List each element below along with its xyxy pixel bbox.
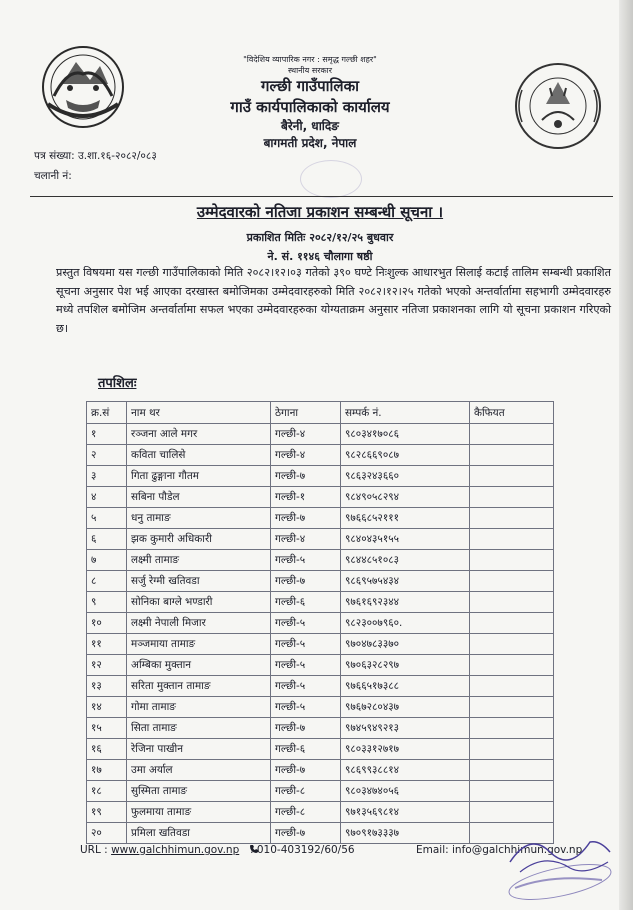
cell-address: गल्छी-५ <box>271 697 341 718</box>
nepal-emblem-icon <box>40 44 126 130</box>
cell-name: फुलमाया तामाङ <box>127 802 271 823</box>
url-label: URL : <box>80 844 108 856</box>
cell-contact: ९७०६३२८२९७ <box>341 655 470 676</box>
table-row <box>87 508 554 529</box>
cell-name: रञ्जना आले मगर <box>127 424 271 445</box>
cell-contact: ९८०३३१२७१७ <box>341 739 470 760</box>
cell-remarks <box>470 676 554 697</box>
cell-sn: ८ <box>87 571 127 592</box>
municipality-logo-icon <box>512 60 604 152</box>
cell-name: कविता चालिसे <box>127 445 271 466</box>
letter-number: पत्र संख्या: उ.शा.१६-२०८२/०८३ <box>34 150 157 162</box>
details-heading: तपशिलः <box>98 376 137 391</box>
cell-remarks <box>470 487 554 508</box>
cell-address: गल्छी-७ <box>271 760 341 781</box>
cell-sn: १२ <box>87 655 127 676</box>
cell-sn: ५ <box>87 508 127 529</box>
website-link[interactable]: www.galchhimun.gov.np <box>111 844 240 856</box>
cell-contact: ९८६९९३८८१४ <box>341 760 470 781</box>
cell-contact: ९७६६५१७३८८ <box>341 676 470 697</box>
cell-name: उमा अर्याल <box>127 760 271 781</box>
dispatch-number: चलानी नं: <box>34 170 72 182</box>
cell-sn: १ <box>87 424 127 445</box>
table-row <box>87 697 554 718</box>
cell-address: गल्छी-७ <box>271 718 341 739</box>
office-header <box>160 54 460 152</box>
header-divider <box>30 196 613 197</box>
cell-sn: १३ <box>87 676 127 697</box>
cell-address: गल्छी-७ <box>271 571 341 592</box>
reference-block <box>34 146 157 186</box>
cell-address: गल्छी-१ <box>271 487 341 508</box>
table-row <box>87 676 554 697</box>
cell-contact: ९८२८६६९०८७ <box>341 445 470 466</box>
cell-contact: ९८२३००७९६०. <box>341 613 470 634</box>
signature-stamp <box>490 822 620 902</box>
cell-contact: ९८६३२४३६६० <box>341 466 470 487</box>
cell-sn: ९ <box>87 592 127 613</box>
cell-address: गल्छी-४ <box>271 529 341 550</box>
table-row <box>87 718 554 739</box>
table-row <box>87 592 554 613</box>
faint-stamp <box>300 160 362 198</box>
cell-name: लक्ष्मी तामाङ <box>127 550 271 571</box>
table-header-row <box>87 402 554 424</box>
cell-contact: ९७६१६९२३४४ <box>341 592 470 613</box>
cell-sn: २० <box>87 823 127 844</box>
header-name: नाम थर <box>127 402 271 424</box>
cell-name: लक्ष्मी नेपाली मिजार <box>127 613 271 634</box>
table-row <box>87 550 554 571</box>
header-address: ठेगाना <box>271 402 341 424</box>
cell-contact: ९८४४८५१०८३ <box>341 550 470 571</box>
office-province: बागमती प्रदेश, नेपाल <box>263 136 357 150</box>
cell-remarks <box>470 613 554 634</box>
cell-sn: १६ <box>87 739 127 760</box>
cell-name: सुस्मिता तामाङ <box>127 781 271 802</box>
cell-name: अम्बिका मुक्तान <box>127 655 271 676</box>
cell-contact: ९७०९१७३३३७ <box>341 823 470 844</box>
notice-body: प्रस्तुत विषयमा यस गल्छी गाउँपालिकाको मिति २०८२।१२।०३ गतेको ३९० घण्टे निःशुल्क आधारभुत सिलाई कटाई तालिम सम्बन्धी प्रकाशित सूचना अनुसार पेश भई आएका दरखास्त बमोजिमका उम्मेदवारहरुको मिति २०८२।१२।२५ गतेको भएको अन्तर्वार्तामा सहभागी उम्मेदवारहरु मध्ये तपशिल बमोजिम अन्तर्वार्तामा सफल भएका उम्मेदवारहरुका योग्यताक्रम अनुसार नतिजा प्रकाशनका लागि यो सूचना प्रकाशन गरिएको छ। <box>56 266 611 335</box>
cell-remarks <box>470 760 554 781</box>
cell-contact: ९७०४७८३३७० <box>341 634 470 655</box>
cell-sn: ६ <box>87 529 127 550</box>
footer-url <box>80 844 259 856</box>
cell-address: गल्छी-८ <box>271 781 341 802</box>
cell-contact: ९७६७२८०४३७ <box>341 697 470 718</box>
cell-address: गल्छी-७ <box>271 508 341 529</box>
cell-sn: १५ <box>87 718 127 739</box>
cell-remarks <box>470 739 554 760</box>
cell-name: सरिता मुक्तान तामाङ <box>127 676 271 697</box>
cell-address: गल्छी-६ <box>271 592 341 613</box>
cell-remarks <box>470 508 554 529</box>
cell-name: गिता ढुङ्गाना गौतम <box>127 466 271 487</box>
motto: "विदेशिय व्यापारिक नगर : समृद्ध गल्छी शहर" <box>243 55 377 64</box>
table-row <box>87 613 554 634</box>
municipality-name: गल्छी गाउँपालिका <box>261 77 359 95</box>
cell-address: गल्छी-४ <box>271 445 341 466</box>
table-row <box>87 571 554 592</box>
cell-contact: ९७४५९४९२१३ <box>341 718 470 739</box>
cell-remarks <box>470 655 554 676</box>
cell-sn: १९ <box>87 802 127 823</box>
govt-type: स्थानीय सरकार <box>288 66 332 75</box>
cell-name: रेजिना पाखीन <box>127 739 271 760</box>
cell-sn: १७ <box>87 760 127 781</box>
footer-email: Email: info@galchhimun.gov.np <box>416 844 583 856</box>
footer-phone: : 010-403192/60/56 <box>250 844 355 856</box>
cell-remarks <box>470 592 554 613</box>
cell-name: गोमा तामाङ <box>127 697 271 718</box>
cell-address: गल्छी-५ <box>271 550 341 571</box>
cell-sn: १० <box>87 613 127 634</box>
cell-contact: ९८६९५७५४३४ <box>341 571 470 592</box>
results-table <box>86 401 554 844</box>
cell-sn: १८ <box>87 781 127 802</box>
cell-address: गल्छी-७ <box>271 823 341 844</box>
cell-contact: ९८०३४७४०५६ <box>341 781 470 802</box>
table-row <box>87 739 554 760</box>
cell-sn: २ <box>87 445 127 466</box>
cell-sn: १४ <box>87 697 127 718</box>
cell-name: सोनिका बाग्ले भण्डारी <box>127 592 271 613</box>
published-date: प्रकाशित मितिः २०८२/१२/२५ बुधवार <box>246 231 394 244</box>
table-row <box>87 445 554 466</box>
cell-address: गल्छी-४ <box>271 424 341 445</box>
cell-remarks <box>470 445 554 466</box>
header-remarks: कैफियत <box>470 402 554 424</box>
cell-contact: ९७६६८५२१११ <box>341 508 470 529</box>
cell-contact: ९८०३४१७०८६ <box>341 424 470 445</box>
cell-address: गल्छी-६ <box>271 739 341 760</box>
cell-name: सिता तामाङ <box>127 718 271 739</box>
table-row <box>87 802 554 823</box>
cell-name: सबिना पौडेल <box>127 487 271 508</box>
cell-contact: ९८४०४३५१५५ <box>341 529 470 550</box>
table-row <box>87 424 554 445</box>
cell-name: झक कुमारी अधिकारी <box>127 529 271 550</box>
table-row <box>87 487 554 508</box>
table-row <box>87 466 554 487</box>
table-row <box>87 760 554 781</box>
cell-sn: ७ <box>87 550 127 571</box>
header-contact: सम्पर्क नं. <box>341 402 470 424</box>
cell-sn: ११ <box>87 634 127 655</box>
cell-remarks <box>470 571 554 592</box>
cell-name: सर्जु रेग्मी खतिवडा <box>127 571 271 592</box>
cell-remarks <box>470 466 554 487</box>
table-row <box>87 655 554 676</box>
cell-name: प्रमिला खतिवडा <box>127 823 271 844</box>
office-name: गाउँ कार्यपालिकाको कार्यालय <box>230 98 390 116</box>
cell-address: गल्छी-५ <box>271 676 341 697</box>
cell-name: मञ्जमाया तामाङ <box>127 634 271 655</box>
cell-remarks <box>470 634 554 655</box>
cell-sn: ४ <box>87 487 127 508</box>
cell-remarks <box>470 781 554 802</box>
cell-name: धनु तामाङ <box>127 508 271 529</box>
cell-remarks <box>470 550 554 571</box>
cell-address: गल्छी-५ <box>271 634 341 655</box>
cell-remarks <box>470 802 554 823</box>
cell-address: गल्छी-५ <box>271 655 341 676</box>
cell-remarks <box>470 697 554 718</box>
table-row <box>87 529 554 550</box>
cell-contact: ९७१३५६९८१४ <box>341 802 470 823</box>
table-row <box>87 781 554 802</box>
cell-remarks <box>470 424 554 445</box>
cell-remarks <box>470 529 554 550</box>
table-body <box>87 424 554 844</box>
cell-contact: ९८४९०५८२९४ <box>341 487 470 508</box>
cell-address: गल्छी-८ <box>271 802 341 823</box>
cell-address: गल्छी-५ <box>271 613 341 634</box>
header-sn: क्र.सं <box>87 402 127 424</box>
table-row <box>87 823 554 844</box>
notice-title: उम्मेदवारको नतिजा प्रकाशन सम्बन्धी सूचना । <box>196 203 444 221</box>
cell-remarks <box>470 718 554 739</box>
cell-address: गल्छी-७ <box>271 466 341 487</box>
nepal-samvat-date: ने. सं. ११४६ चौलागा षष्ठी <box>267 250 373 263</box>
cell-sn: ३ <box>87 466 127 487</box>
table-row <box>87 634 554 655</box>
office-location: बैरेनी, धादिङ <box>281 119 339 133</box>
page-edge <box>619 0 633 910</box>
